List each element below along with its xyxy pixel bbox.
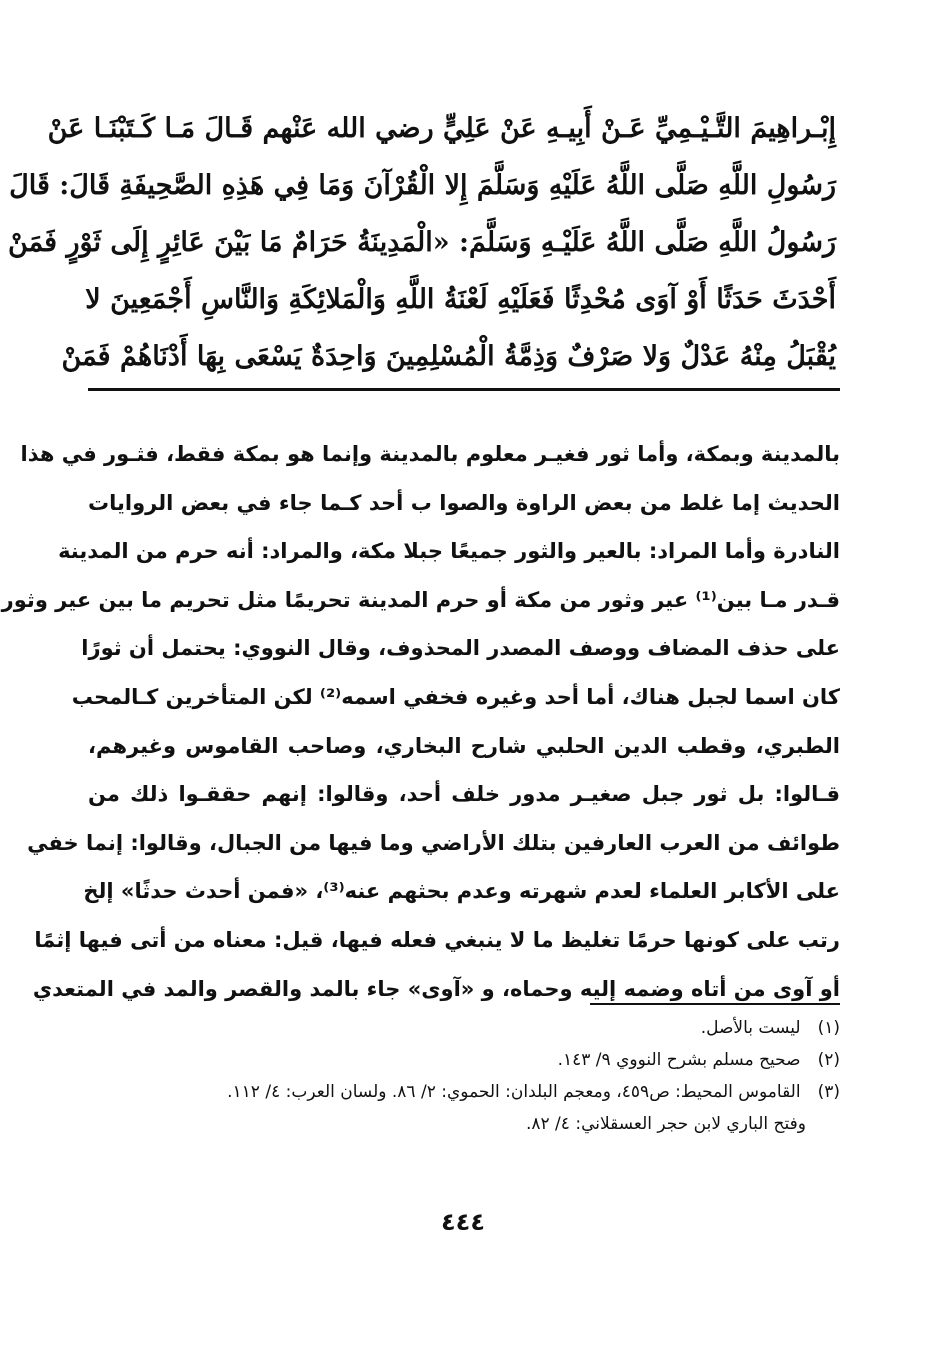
footnote-continuation bbox=[88, 1108, 840, 1140]
footnote bbox=[88, 1012, 840, 1044]
commentary-line: أو آوى من أتاه وضمه إليه وحماه، و «آوى» جاء بالمد والقصر والمد في المتعدي bbox=[32, 976, 840, 1001]
hadith-text bbox=[8, 100, 836, 385]
footnote-number: (٢) bbox=[817, 1050, 840, 1070]
commentary-line: بالمدينة وبمكة، وأما ثور فغيـر معلوم بالمدينة وإنما هو بمكة فقط، فثـور في هذا bbox=[20, 442, 840, 466]
footnote bbox=[88, 1076, 840, 1108]
commentary-line: الحديث إما غلط من بعض الراوة والصوا ب أحد كـما جاء في بعض الروايات bbox=[88, 490, 840, 515]
commentary-line: قـالوا: بل ثور جبل صغيـر مدور خلف أحد، وقالوا: إنهم حققـوا ذلك من bbox=[88, 782, 840, 807]
hadith-line: رَسُولُ اللَّهِ صَلَّى اللَّهُ عَلَيْـهِ وَسَلَّمَ: «الْمَدِينَةُ حَرَامٌ مَا بَيْنَ عَائِرٍ إِلَى ثَوْرٍ فَمَنْ bbox=[8, 227, 836, 258]
footnote-number: (١) bbox=[817, 1018, 840, 1038]
footnote-text: صحيح مسلم بشرح النووي ٩/ ١٤٣. bbox=[557, 1050, 801, 1070]
footnote-text: القاموس المحيط: ص٤٥٩، ومعجم البلدان: الحموي: ٢/ ٨٦. ولسان العرب: ٤/ ١١٢. bbox=[227, 1082, 801, 1102]
footnotes bbox=[88, 1012, 840, 1140]
footnote-text: ليست بالأصل. bbox=[700, 1018, 801, 1038]
commentary-line: على الأكابر العلماء لعدم شهرته وعدم بحثهم عنه⁽³⁾، «فمن أحدث حدثًا» إلخ bbox=[83, 879, 840, 904]
commentary-line: رتب على كونها حرمًا تغليظ ما لا ينبغي فعله فيها، قيل: معناه من أتى فيها إثمًا bbox=[34, 927, 840, 952]
commentary-line: الطبري، وقطب الدين الحلبي شارح البخاري، وصاحب القاموس وغيرهم، bbox=[88, 733, 840, 758]
page-number: ٤٤٤ bbox=[441, 1208, 485, 1236]
footnote bbox=[88, 1044, 840, 1076]
commentary-line: قـدر مـا بين⁽¹⁾ عير وثور من مكة أو حرم المدينة تحريمًا مثل تحريم ما بين عير وثور bbox=[1, 587, 840, 612]
commentary-line: النادرة وأما المراد: بالعير والثور جميعًا جبلا مكة، والمراد: أنه حرم من المدينة bbox=[58, 539, 840, 564]
commentary-line: على حذف المضاف ووصف المصدر المحذوف، وقال النووي: يحتمل أن ثورًا bbox=[81, 636, 840, 661]
hadith-line: يُقْبَلُ مِنْهُ عَدْلٌ وَلا صَرْفٌ وَذِمَّةُ الْمُسْلِمِينَ وَاحِدَةٌ يَسْعَى بِهَا أَدْنَاهُمْ فَمَنْ bbox=[61, 341, 836, 372]
commentary-line: كان اسما لجبل هناك، أما أحد وغيره فخفي اسمه⁽²⁾ لكن المتأخرين كـالمحب bbox=[71, 684, 840, 709]
footnote-text: وفتح الباري لابن حجر العسقلاني: ٤/ ٨٢. bbox=[525, 1114, 806, 1134]
footnote-number: (٣) bbox=[817, 1082, 840, 1102]
footnote-divider bbox=[590, 1003, 840, 1005]
hadith-line: إِبْـراهِيمَ التَّـيْـمِيِّ عَـنْ أَبِيـهِ عَنْ عَلِيٍّ رضي الله عَنْهم قَـالَ مَـا كَـتَبْنَـا عَنْ bbox=[47, 113, 836, 144]
section-divider bbox=[88, 388, 840, 391]
commentary-text bbox=[1, 430, 840, 1013]
commentary-line: طوائف من العرب العارفين بتلك الأراضي وما فيها من الجبال، وقالوا: إنما خفي bbox=[27, 830, 840, 855]
hadith-line: أَحْدَثَ حَدَثًا أَوْ آوَى مُحْدِثًا فَعَلَيْهِ لَعْنَةُ اللَّهِ وَالْمَلائِكَةِ وَالنَّاسِ أَجْمَعِينَ لا bbox=[85, 284, 836, 315]
hadith-line: رَسُولِ اللَّهِ صَلَّى اللَّهُ عَلَيْهِ وَسَلَّمَ إِلا الْقُرْآنَ وَمَا فِي هَذِهِ الصَّحِيفَةِ قَالَ: قَالَ bbox=[9, 170, 836, 201]
